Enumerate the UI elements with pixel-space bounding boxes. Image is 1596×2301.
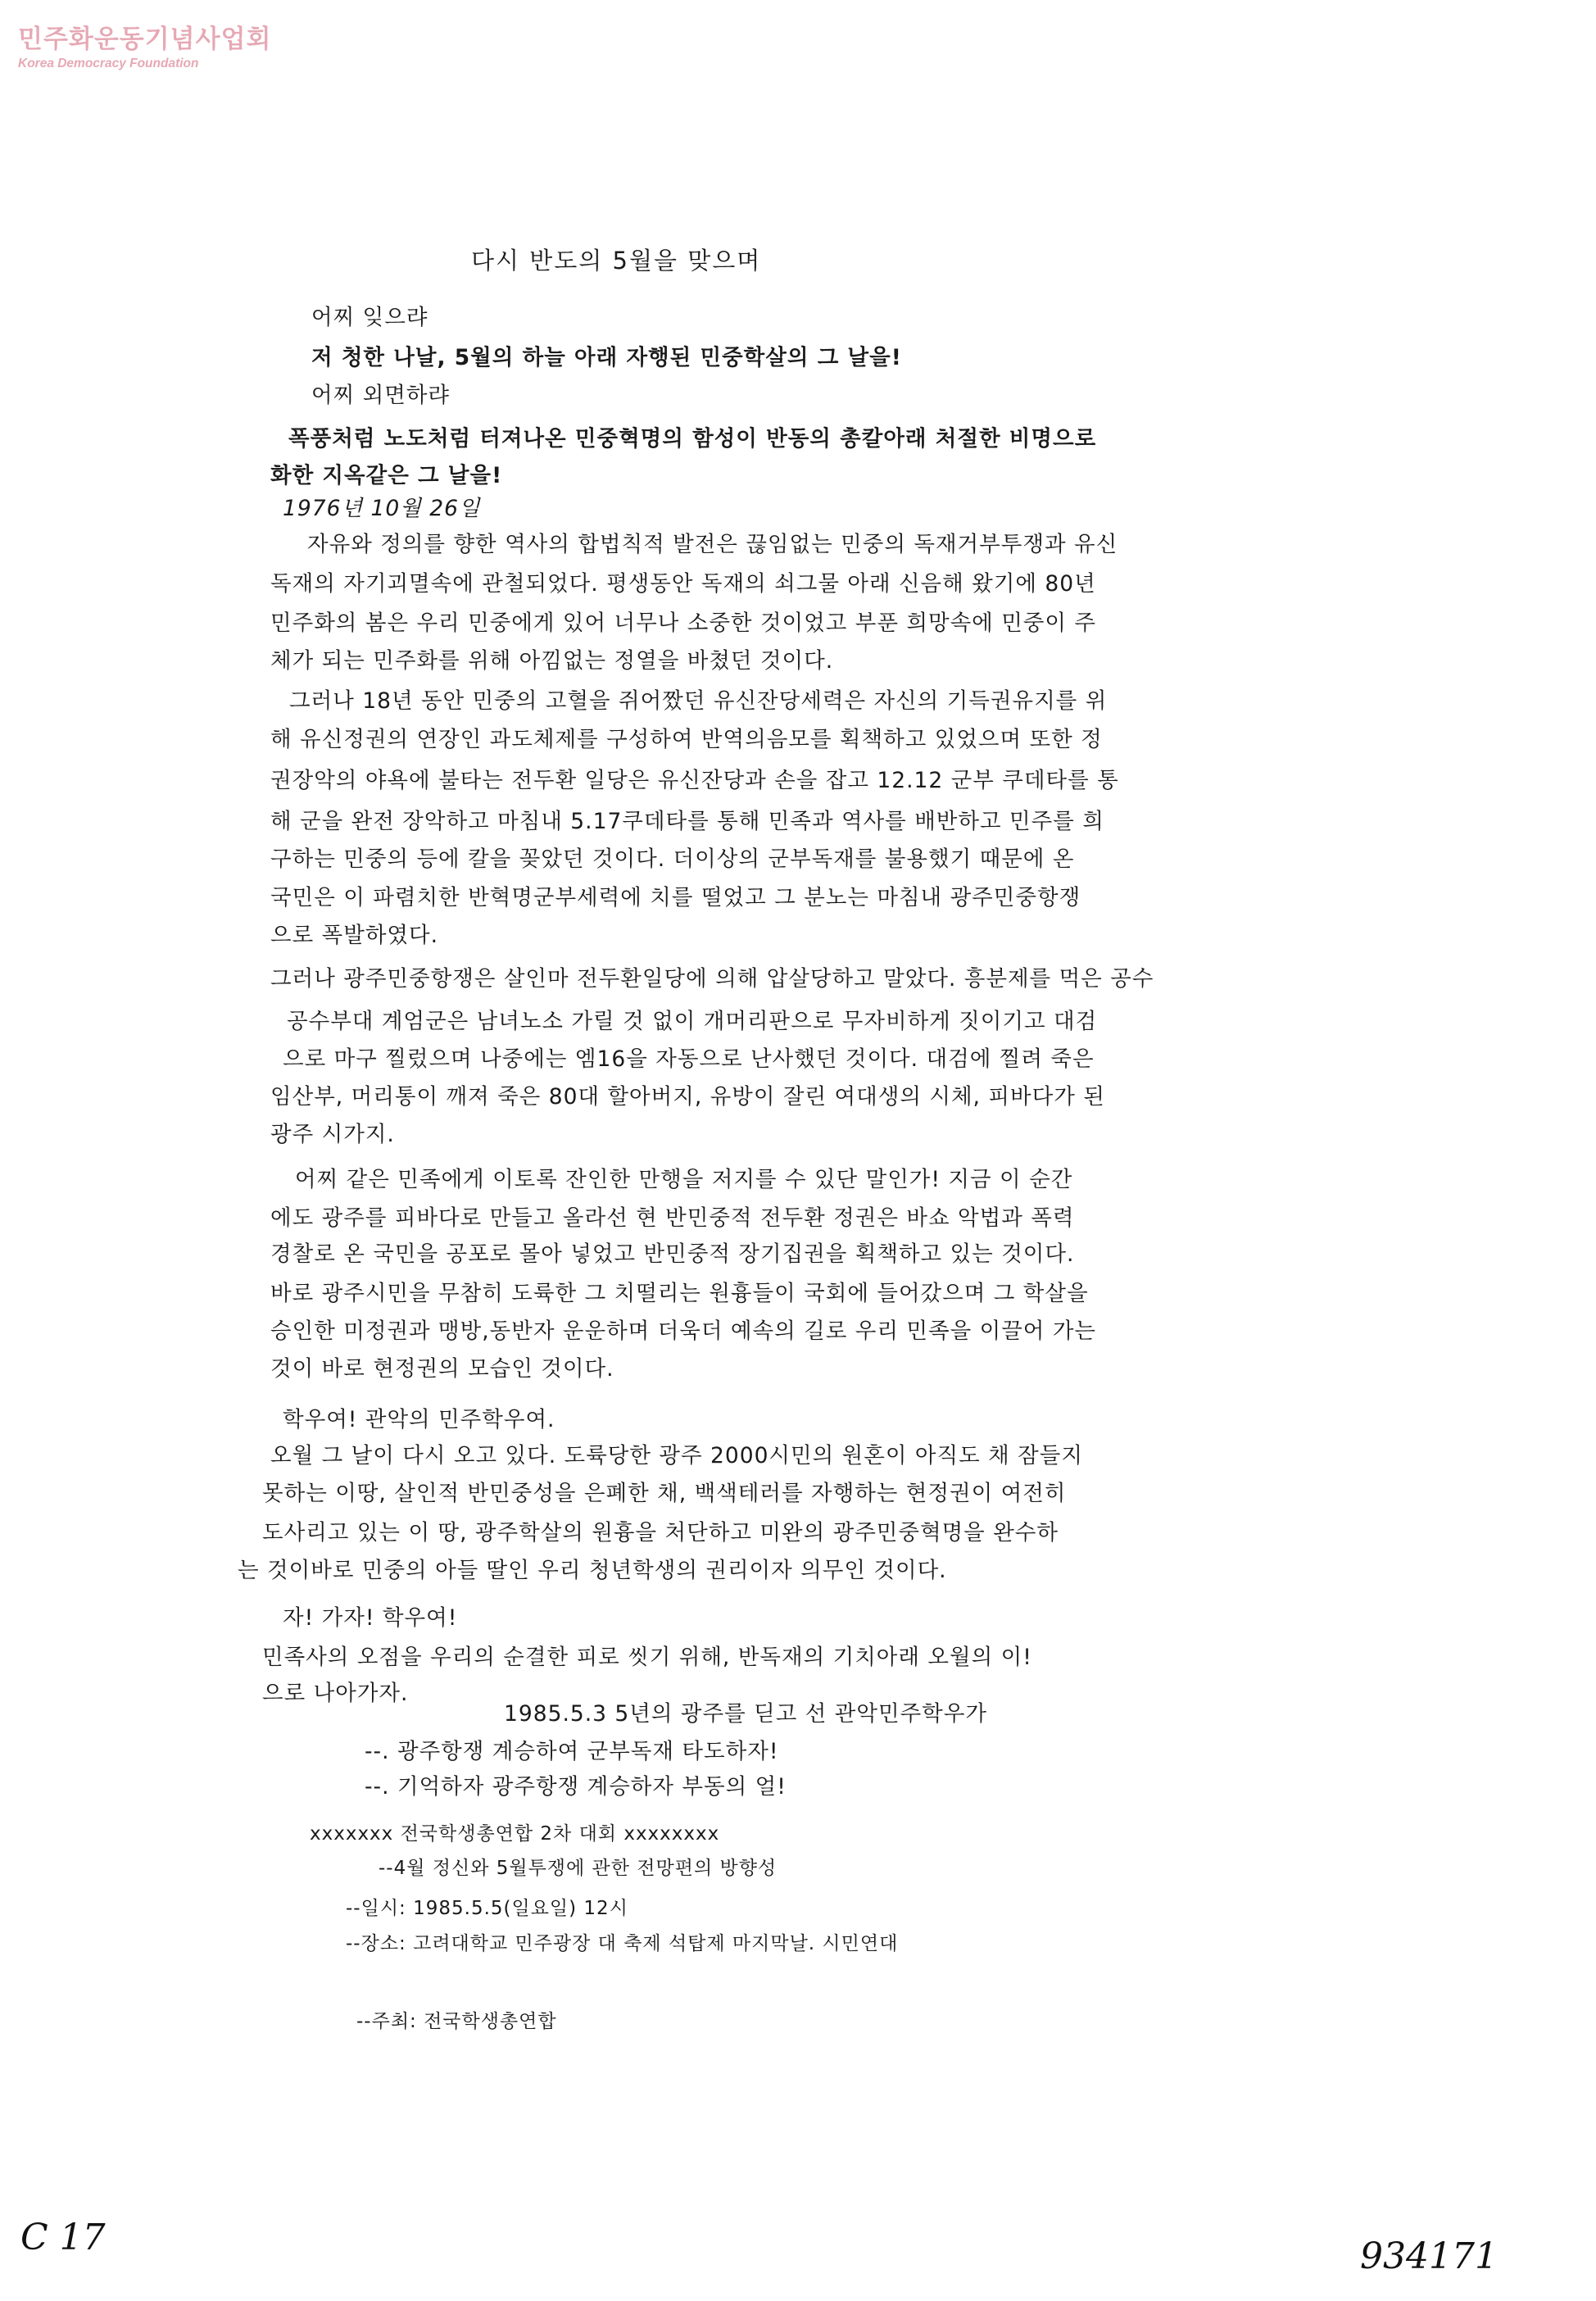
line-3: 어찌 외면하랴 (311, 383, 451, 408)
line-21: 임산부, 머리통이 깨져 죽은 80대 할아버지, 유방이 잘린 여대생의 시체, 피바다가 된 (270, 1084, 1105, 1110)
line-12: 해 유신정권의 연장인 과도체제를 구성하여 반역의음모를 획책하고 있었으며 또한 정 (270, 727, 1103, 752)
line-34: 자! 가자! 학우여! (283, 1605, 458, 1631)
handwritten-archive-number: 934171 (1360, 2235, 1498, 2277)
watermark-korean: 민주화운동기념사업회 (18, 25, 272, 54)
line-29: 학우여! 관악의 민주학우여. (283, 1407, 555, 1432)
line-26: 바로 광주시민을 무참히 도륙한 그 치떨리는 원흉들이 국회에 들어갔으며 그 학살을 (270, 1281, 1089, 1306)
line-4: 폭풍처럼 노도처럼 터져나온 민중혁명의 함성이 반동의 총칼아래 처절한 비명으로 (288, 426, 1097, 452)
watermark-english: Korea Democracy Foundation (18, 57, 199, 70)
line-22: 광주 시가지. (270, 1122, 395, 1147)
document-title: 다시 반도의 5월을 맞으며 (471, 247, 762, 275)
line-44: --주최: 전국학생총연합 (356, 2011, 557, 2032)
line-32: 도사리고 있는 이 땅, 광주학살의 원흉을 처단하고 미완의 광주민중혁명을 완수하 (262, 1520, 1059, 1545)
line-39: --. 기억하자 광주항쟁 계승하자 부동의 얼! (365, 1774, 787, 1800)
foundation-watermark (18, 18, 271, 71)
line-18: 그러나 광주민중항쟁은 살인마 전두환일당에 의해 압살당하고 말았다. 흥분제를 먹은 공수 (270, 966, 1154, 992)
line-38: --. 광주항쟁 계승하여 군부독재 타도하자! (365, 1739, 779, 1764)
line-23: 어찌 같은 민족에게 이토록 잔인한 만행을 저지를 수 있단 말인가! 지금 이 순간 (295, 1167, 1073, 1192)
line-42: --일시: 1985.5.5(일요일) 12시 (346, 1898, 628, 1919)
line-40: xxxxxxx 전국학생총연합 2차 대회 xxxxxxxx (310, 1823, 720, 1845)
line-31: 못하는 이땅, 살인적 반민중성을 은폐한 채, 백색테러를 자행하는 현정권이 여전히 (262, 1481, 1067, 1506)
line-36: 으로 나아가자. (262, 1681, 409, 1706)
line-19: 공수부대 계엄군은 남녀노소 가릴 것 없이 개머리판으로 무자비하게 짓이기고 대검 (287, 1009, 1098, 1034)
line-7: 자유와 정의를 향한 역사의 합법칙적 발전은 끊임없는 민중의 독재거부투쟁과 유신 (307, 532, 1118, 557)
line-13: 권장악의 야욕에 불타는 전두환 일당은 유신잔당과 손을 잡고 12.12 군부 쿠데타를 통 (270, 768, 1119, 793)
line-15: 구하는 민중의 등에 칼을 꽂았던 것이다. 더이상의 군부독재를 불용했기 때문에 온 (270, 846, 1075, 872)
line-8: 독재의 자기괴멸속에 관철되었다. 평생동안 독재의 쇠그물 아래 신음해 왔기에 80년 (270, 571, 1096, 597)
line-33: 는 것이바로 민중의 아들 딸인 우리 청년학생의 권리이자 의무인 것이다. (238, 1558, 947, 1583)
handwritten-left-note: C 17 (20, 2217, 106, 2258)
line-20: 으로 마구 찔렀으며 나중에는 엠16을 자동으로 난사했던 것이다. 대검에 찔려 죽은 (283, 1046, 1095, 1072)
line-6: 1976년 10월 26일 (283, 496, 481, 521)
line-35: 민족사의 오점을 우리의 순결한 피로 씻기 위해, 반독재의 기치아래 오월의 이! (262, 1645, 1032, 1670)
line-27: 승인한 미정권과 맹방,동반자 운운하며 더욱더 예속의 길로 우리 민족을 이끌어 가는 (270, 1318, 1097, 1344)
line-14: 해 군을 완전 장악하고 마침내 5.17쿠데타를 통해 민족과 역사를 배반하고 민주를 희 (270, 809, 1104, 834)
line-30: 오월 그 날이 다시 오고 있다. 도륙당한 광주 2000시민의 원혼이 아직도 채 잠들지 (270, 1443, 1083, 1468)
line-37: 1985.5.3 5년의 광주를 딛고 선 관악민주학우가 (504, 1701, 987, 1727)
line-16: 국민은 이 파렴치한 반혁명군부세력에 치를 떨었고 그 분노는 마침내 광주민중항쟁 (270, 885, 1081, 910)
line-2: 저 청한 나날, 5월의 하늘 아래 자행된 민중학살의 그 날을! (311, 345, 902, 370)
line-5: 화한 지옥같은 그 날을! (270, 463, 503, 488)
line-43: --장소: 고려대학교 민주광장 대 축제 석탑제 마지막날. 시민연대 (346, 1933, 899, 1954)
line-10: 체가 되는 민주화를 위해 아낌없는 정열을 바쳤던 것이다. (270, 648, 834, 674)
line-11: 그러나 18년 동안 민중의 고혈을 쥐어짰던 유신잔당세력은 자신의 기득권유지를 위 (289, 688, 1108, 714)
line-17: 으로 폭발하였다. (270, 923, 439, 948)
line-41: --4월 정신와 5월투쟁에 관한 전망편의 방향성 (379, 1858, 778, 1879)
line-28: 것이 바로 현정권의 모습인 것이다. (270, 1356, 614, 1382)
line-25: 경찰로 온 국민을 공포로 몰아 넣었고 반민중적 장기집권을 획책하고 있는 것이다. (270, 1241, 1075, 1267)
line-9: 민주화의 봄은 우리 민중에게 있어 너무나 소중한 것이었고 부푼 희망속에 민중이 주 (270, 610, 1097, 636)
line-24: 에도 광주를 피바다로 만들고 올라선 현 반민중적 전두환 정권은 바쇼 악법과 폭력 (270, 1205, 1075, 1231)
line-1: 어찌 잊으랴 (311, 305, 428, 330)
